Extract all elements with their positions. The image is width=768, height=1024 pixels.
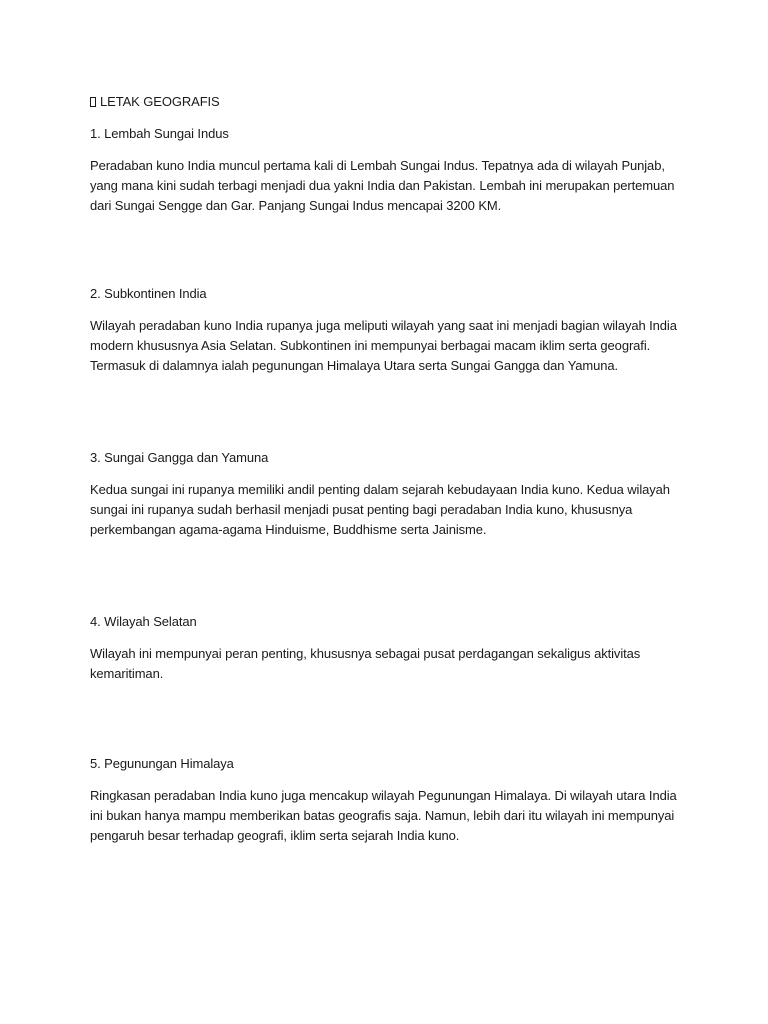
section-sungai-gangga-dan-yamuna [90,448,690,540]
section-paragraph: Wilayah ini mempunyai peran penting, khususnya sebagai pusat perdagangan sekaligus aktivitas kemaritiman. [90,646,641,681]
document-title [90,92,690,112]
section-pegunungan-himalaya [90,754,690,846]
section-paragraph: Ringkasan peradaban India kuno juga mencakup wilayah Pegunungan Himalaya. Di wilayah utara India ini bukan hanya mampu memberikan batas geografis saja. Namun, lebih dari itu wilayah ini mempunyai pengaruh besar terhadap geografi, iklim serta sejarah India kuno. [90,788,677,843]
section-heading: 5. Pegunungan Himalaya [90,756,234,771]
section-paragraph: Kedua sungai ini rupanya memiliki andil penting dalam sejarah kebudayaan India kuno. Kedua wilayah sungai ini rupanya sudah berhasil menjadi pusat penting bagi peradaban India kuno, khususnya perkembangan agama-agama Hinduisme, Buddhisme serta Jainisme. [90,482,670,537]
missing-glyph-icon [90,97,96,107]
section-lembah-sungai-indus [90,124,690,216]
section-paragraph: Wilayah peradaban kuno India rupanya juga meliputi wilayah yang saat ini menjadi bagian wilayah India modern khususnya Asia Selatan. Subkontinen ini mempunyai berbagai macam iklim serta geografi. Termasuk di dalamnya ialah pegunungan Himalaya Utara serta Sungai Gangga dan Yamuna. [90,318,677,373]
section-wilayah-selatan [90,612,690,684]
section-heading: 4. Wilayah Selatan [90,614,197,629]
section-heading: 2. Subkontinen India [90,286,207,301]
section-subkontinen-india [90,284,690,376]
document-title-text: LETAK GEOGRAFIS [100,94,220,109]
section-heading: 1. Lembah Sungai Indus [90,126,229,141]
section-heading: 3. Sungai Gangga dan Yamuna [90,450,269,465]
document-page [90,92,690,846]
section-paragraph: Peradaban kuno India muncul pertama kali di Lembah Sungai Indus. Tepatnya ada di wilayah Punjab, yang mana kini sudah terbagi menjadi dua yakni India dan Pakistan. Lembah ini merupakan pertemuan dari Sungai Sengge dan Gar. Panjang Sungai Indus mencapai 3200 KM. [90,158,675,213]
